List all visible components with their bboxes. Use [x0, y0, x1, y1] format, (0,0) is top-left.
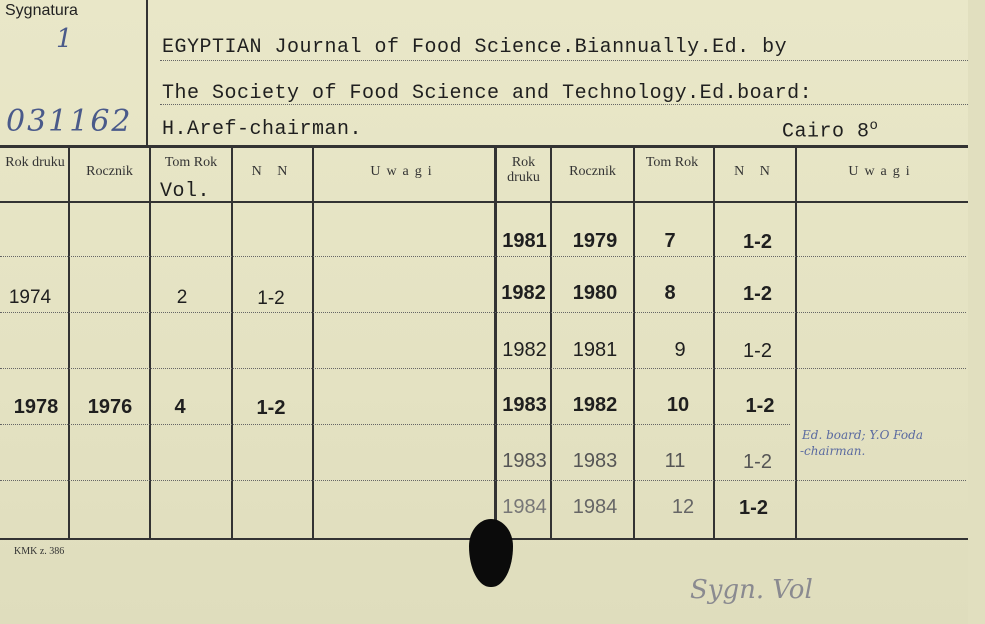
row-dotted-line: [0, 256, 966, 257]
left-row-1-tom: 2: [176, 287, 188, 308]
header-bottom-rule: [0, 201, 970, 203]
header-rocznik-right: Rocznik: [569, 164, 616, 179]
right-row-5-rocznik: 1983: [572, 450, 618, 472]
footer-form-code: KMK z. 386: [14, 546, 65, 557]
punch-hole: [469, 519, 513, 587]
right-row-4-rok: 1983: [502, 394, 547, 416]
title-line-1: EGYPTIAN Journal of Food Science.Biannually.Ed. by: [162, 36, 788, 59]
right-row-2-rocznik: 1980: [572, 282, 618, 304]
right-row-1-tom: 7: [664, 230, 676, 252]
right-row-5-rok: 1983: [502, 450, 547, 472]
place-format: [782, 118, 878, 144]
right-row-4-rocznik: 1982: [572, 394, 618, 416]
left-row-2-nn: 1-2: [256, 397, 286, 419]
right-row-2-rok: 1982: [501, 282, 546, 304]
left-row-1-nn: 1-2: [257, 288, 285, 309]
left-row-2-rok: 1978: [13, 396, 59, 418]
right-row-3-nn: 1-2: [743, 340, 772, 362]
title-dotted-line: [160, 60, 970, 61]
row-dotted-line: [0, 368, 966, 369]
right-row-2-tom: 8: [664, 282, 676, 304]
header-top-rule: [0, 145, 970, 148]
left-row-2-tom: 4: [174, 396, 186, 418]
right-row-1-rok: 1981: [502, 230, 547, 252]
header-uwagi-left: Uwagi: [370, 164, 438, 179]
row-dotted-line: [0, 312, 966, 313]
right-row-6-rok: 1984: [502, 496, 547, 518]
row-dotted-line: [0, 424, 790, 425]
row-dotted-line: [0, 480, 966, 481]
header-tom-rok-right: Tom Rok: [645, 155, 699, 170]
header-rocznik-left: Rocznik: [86, 164, 133, 179]
signature-label: Sygnatura: [5, 2, 78, 19]
left-row-2-rocznik: 1976: [87, 396, 133, 418]
right-row-6-nn: 1-2: [739, 497, 768, 519]
signature-divider: [146, 0, 148, 148]
right-row-6-tom: 12: [671, 496, 695, 518]
format-superscript: o: [869, 118, 879, 134]
pencil-note: Sygn. Vol: [690, 575, 813, 605]
place-format-text: Cairo 8: [782, 120, 870, 144]
header-nn-right: N N: [734, 164, 776, 179]
header-tom-rok-left: Tom Rok: [164, 155, 218, 170]
right-row-5-nn: 1-2: [743, 451, 772, 473]
right-row-4-tom: 10: [666, 394, 690, 416]
right-row-3-rocznik: 1981: [572, 339, 618, 361]
right-row-3-tom: 9: [674, 339, 686, 361]
vol-label: Vol.: [160, 180, 211, 203]
right-row-5-tom: 11: [664, 450, 686, 472]
header-uwagi-right: Uwagi: [848, 164, 916, 179]
left-row-1-rok: 1974: [8, 287, 52, 308]
right-row-6-rocznik: 1984: [572, 496, 618, 518]
right-row-3-rok: 1982: [502, 339, 547, 361]
card-edge: [968, 0, 985, 624]
right-row-1-nn: 1-2: [743, 231, 772, 253]
signature-number: 1: [56, 24, 73, 54]
header-rok-druku-right: Rok druku: [507, 155, 540, 185]
uwagi-note-line-2: -chairman.: [800, 444, 866, 458]
right-row-1-rocznik: 1979: [572, 230, 618, 252]
title-line-2: The Society of Food Science and Technology.Ed.board:: [162, 82, 813, 105]
faded-stamp: [4, 448, 10, 471]
uwagi-note-line-1: Ed. board; Y.O Foda: [802, 428, 923, 442]
right-row-4-nn: 1-2: [745, 395, 775, 417]
accession-number: 031162: [6, 104, 133, 139]
right-row-2-nn: 1-2: [743, 283, 772, 305]
header-nn-left: N N: [251, 164, 294, 179]
title-line-3: H.Aref-chairman.: [162, 118, 363, 141]
header-rok-druku-left: Rok druku: [5, 155, 65, 170]
